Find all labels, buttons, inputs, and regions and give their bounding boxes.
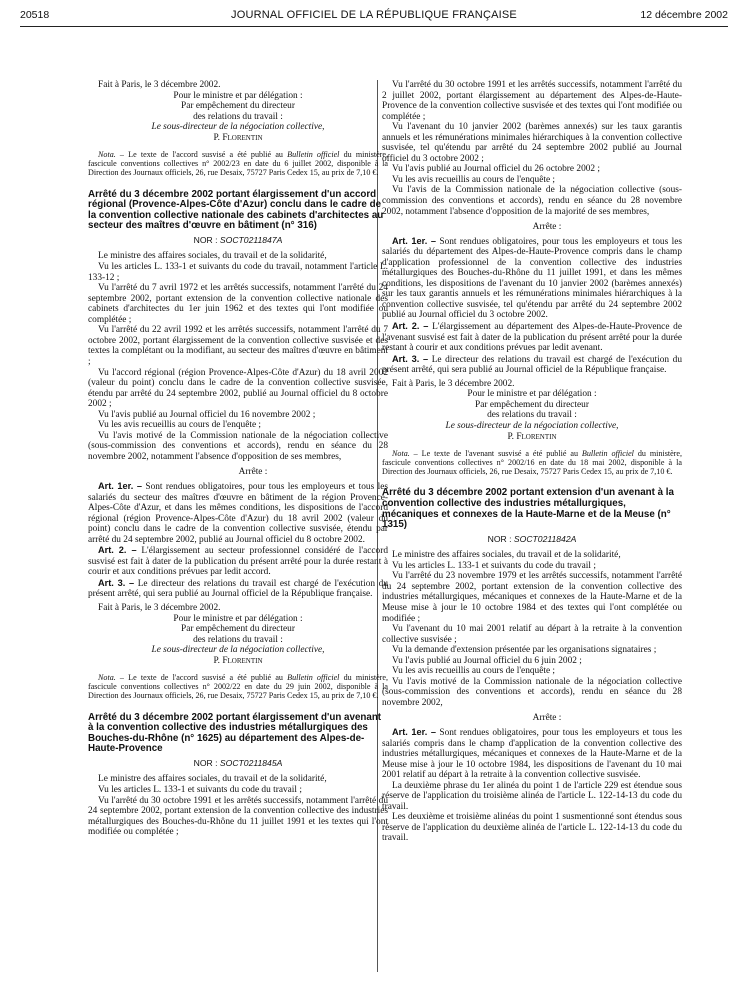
article [88,545,388,578]
article-label: Art. 2. – [392,321,429,332]
paragraph: Vu l'accord régional (région Provence-Alpes-Côte d'Azur) du 18 avril 2002 (valeur du point) conclu dans le cadre de la convention collective susvisée, étendu par arrêté du 24 septembre 2002, publié au Journal officiel du 8 octobre 2002 ; [88,367,388,410]
nota [382,449,682,476]
fait-line: Fait à Paris, le 3 décembre 2002. [98,602,221,613]
decree-title: Arrêté du 3 décembre 2002 portant élargissement d'un accord régional (Provence-Alpes-Côte d'Azur) conclu dans le cadre de la convention collective nationale des cabinets d'architectes au secteur des maîtres d'œuvre en bâtiment (n° 316) [88,188,384,232]
article [88,481,388,545]
article [382,727,682,781]
article-text: Sont rendues obligatoires, pour tous les employeurs et tous les salariés du département des Alpes-de-Haute-Provence compris dans le champ d'application professionnel de la convention collective des industries métallurgiques des Bouches-du-Rhône du 11 juillet 1991, et dans les mêmes conditions, les dispositions de l'avenant du 10 janvier 2002 (barèmes annexés) sur les taux garantis annuels et les rémunérations minimales hiérarchiques à la convention collective susvisée, tel qu'étendu par arrêté du 24 septembre 2002 publié au Journal officiel du 3 octobre 2002. [382,236,682,321]
nor-reference [88,758,388,769]
nota-text: Le texte de l'avenant susvisé a été publié au [417,449,582,459]
nor-label: NOR : [193,234,220,245]
page-header [20,8,728,24]
nota-text: du ministère, fascicule conventions collectives n° 2002/16 en date du 18 mai 2002, disponible à la Direction des Journaux officiels, 26, rue Desaix, 75727 Paris Cedex 15, au prix de 7,10 €. [382,449,682,477]
nota-bulletin: Bulletin officiel [287,150,340,160]
article-text: L'élargissement au département des Alpes-de-Haute-Provence de l'avenant susvisé est fait à dater de la publication du présent arrêté pour la durée restant à courir et aux conditions prévues par ledit avenant. [382,322,682,354]
issue-date: 12 décembre 2002 [640,9,728,21]
fait-line: Fait à Paris, le 3 décembre 2002. [98,80,221,90]
arrete-heading: Arrête : [238,467,268,478]
paragraph: Vu l'avis publié au Journal officiel du 16 novembre 2002 ; [98,409,316,420]
signature-line: Par empêchement du directeur [475,399,589,410]
paragraph: Vu l'avis de la Commission nationale de la négociation collective (sous-commission des conventions et accords), rendu en séance du 28 novembre 2002, notamment l'absence d'opposition de la majorité de ses membres, [382,185,682,217]
signatory-name: P. Florentin [213,655,263,666]
nota-text: Le texte de l'accord susvisé a été publié au [123,673,288,683]
paragraph: Vu l'avis publié au Journal officiel du 6 juin 2002 ; [392,655,582,666]
nota-label: Nota. – [392,449,418,459]
nor-code: SOCT0211847A [219,234,283,245]
paragraph: Vu l'avis motivé de la Commission nationale de la négociation collective (sous-commission des conventions et accords), rendu en séance du 28 novembre 2002, notamment l'absence d'opposition de ses membres, [88,430,388,462]
nor-label: NOR : [193,757,220,768]
left-column [88,80,388,838]
nota [88,150,388,177]
signature-line: des relations du travail : [487,410,577,421]
signature-line: Pour le ministre et par délégation : [173,90,303,101]
paragraph: Vu les articles L. 133-1 et suivants du code du travail ; [98,785,302,796]
decree-body [88,251,388,462]
header-rule [20,26,728,27]
paragraph: Vu les articles L. 133-1 et suivants du code du travail ; [392,560,596,571]
arrete-heading: Arrête : [532,713,562,724]
nota [88,673,388,700]
nor-reference [382,534,682,545]
nor-code: SOCT0211842A [513,533,577,544]
signature-block [88,614,388,667]
nota-text: du ministère, fascicule conventions collectives n° 2002/22 en date du 29 juin 2002, disponible à la Direction des Journaux officiels, 26, rue Desaix, 75727 Paris Cedex 15, au prix de 7,10 €. [88,673,388,701]
article-label: Art. 2. – [98,545,137,556]
page-number: 20518 [20,9,50,21]
article-text: Le directeur des relations du travail est chargé de l'exécution du présent arrêté, qui sera publié au Journal officiel de la République française. [382,354,682,376]
paragraph: Vu l'arrêté du 22 avril 1992 et les arrêtés successifs, notamment l'arrêté du 7 octobre 2002, portant élargissement de la convention collective susvisée et des textes la complétant ou la modifiant, au secteur des maîtres d'œuvre en bâtiment ; [88,325,388,367]
journal-title: JOURNAL OFFICIEL DE LA RÉPUBLIQUE FRANÇAISE [231,9,517,21]
nor-code: SOCT0211845A [219,757,283,768]
signature-line: Pour le ministre et par délégation : [467,389,597,400]
paragraph: Vu les avis recueillis au cours de l'enquête ; [392,666,556,677]
nota-label: Nota. – [98,673,124,683]
article-text: Sont rendues obligatoires, pour tous les employeurs et tous les salariés compris dans le champ d'application de la convention collective des industries métallurgiques, mécaniques et connexes de la Haute-Marne et de la Meuse mise à jour le 10 octobre 1984, les dispositions de l'avenant du 10 mai 2001 relatif au départ à la retraite à la convention collective susvisée. [382,728,682,781]
article [382,321,682,354]
article-text: Le directeur des relations du travail est chargé de l'exécution du présent arrêté, qui sera publié au Journal officiel de la République française. [88,578,388,600]
article [88,578,388,600]
paragraph: Vu l'avenant du 10 janvier 2002 (barèmes annexés) sur les taux garantis annuels et les rémunérations minimales hiérarchiques à la convention collective susvisée, tel qu'étendu par arrêté du 24 septembre 2002 publié au Journal officiel du 3 octobre 2002 ; [382,122,682,164]
paragraph: Vu les avis recueillis au cours de l'enquête ; [392,174,556,185]
article-label: Art. 1er. – [98,480,142,491]
signature-line: Par empêchement du directeur [181,101,295,112]
signatory-name: P. Florentin [213,132,263,143]
paragraph: Vu les articles L. 133-1 et suivants du code du travail, notamment l'article L. 133-12 ; [88,262,388,283]
paragraph: Vu la demande d'extension présentée par les organisations signataires ; [392,645,657,656]
nota-bulletin: Bulletin officiel [581,449,634,459]
paragraph: Le ministre des affaires sociales, du travail et de la solidarité, [98,774,327,785]
nor-label: NOR : [487,533,514,544]
fait-line: Fait à Paris, le 3 décembre 2002. [392,378,515,389]
article-label: Art. 3. – [98,577,135,588]
signature-block [88,91,388,144]
signature-block [382,389,682,442]
article [382,354,682,376]
article-label: Art. 3. – [392,353,429,364]
paragraph: Les deuxième et troisième alinéas du point 1 susmentionné sont étendus sous réserve de l'application du deuxième alinéa de l'article L. 122-14-13 du code du travail. [382,812,682,844]
article-text: L'élargissement au secteur professionnel considéré de l'accord susvisé est fait à dater de la publication du présent arrêté pour la durée restant à courir et aux conditions prévues par ledit accord. [88,546,388,578]
article-text: Sont rendues obligatoires, pour tous les employeurs et tous les salariés du secteur des maîtres d'œuvre en bâtiment de la région Provence-Alpes-Côte d'Azur, et dans les mêmes conditions, les dispositions de l'accord régional (région Provence-Alpes-Côte d'Azur) du 18 avril 2002 (valeur du point) conclu dans le cadre de la convention collective susvisée, étendu par arrêté du 24 septembre 2002, publié au Journal officiel du 8 octobre 2002. [88,481,388,545]
arrete-heading: Arrête : [532,222,562,233]
paragraph: Vu l'avenant du 10 mai 2001 relatif au départ à la retraite à la convention collective susvisée ; [382,624,682,645]
paragraph: La deuxième phrase du 1er alinéa du point 1 de l'article 229 est étendue sous réserve de l'application du troisième alinéa de l'article L. 122-14-13 du code du travail. [382,780,682,812]
signature-line: des relations du travail : [193,111,283,122]
nota-text: Le texte de l'accord susvisé a été publié au [123,150,288,160]
article [382,236,682,321]
paragraph: Vu les avis recueillis au cours de l'enquête ; [98,420,262,431]
nota-bulletin: Bulletin officiel [287,673,340,683]
paragraph: Vu l'avis publié au Journal officiel du 26 octobre 2002 ; [392,164,601,175]
signature-title: Le sous-directeur de la négociation collective, [445,420,619,431]
nota-label: Nota. – [98,150,124,160]
signature-title: Le sous-directeur de la négociation collective, [151,645,325,656]
signature-line: des relations du travail : [193,634,283,645]
signature-line: Par empêchement du directeur [181,624,295,635]
decree-title: Arrêté du 3 décembre 2002 portant élargissement d'un avenant à la convention collective des industries métallurgiques des Bouches-du-Rhône (n° 1625) au département des Alpes-de-Haute-Provence [88,711,382,755]
signature-title: Le sous-directeur de la négociation collective, [151,122,325,133]
paragraph: Vu l'arrêté du 30 octobre 1991 et les arrêtés successifs, notamment l'arrêté du 24 septembre 2002, portant extension de la convention collective des industries métallurgiques des Bouches-du-Rhône du 11 juillet 1991 et les textes qui l'ont modifiée ou complétée ; [88,795,388,838]
nor-reference [88,235,388,246]
paragraph: Vu l'arrêté du 30 octobre 1991 et les arrêtés successifs, notamment l'arrêté du 2 juillet 2002, portant élargissement au département des Alpes-de-Haute-Provence de la convention collective susvisée et des textes qui l'ont modifiée ou complétée ; [382,80,682,122]
decree-title: Arrêté du 3 décembre 2002 portant extension d'un avenant à la convention collective des industries métallurgiques, mécaniques et connexes de la Haute-Marne et de la Meuse (n° 1315) [382,487,674,531]
right-column [382,80,682,844]
article-label: Art. 1er. – [392,235,436,246]
paragraph: Vu l'arrêté du 7 avril 1972 et les arrêtés successifs, notamment l'arrêté du 24 septembre 2002, portant extension de la convention collective nationale des cabinets d'architectes du 1er juin 1962 et des textes qui l'ont modifiée ou complétée ; [88,283,388,325]
signatory-name: P. Florentin [507,431,557,442]
article-label: Art. 1er. – [392,727,436,737]
paragraph: Le ministre des affaires sociales, du travail et de la solidarité, [392,550,621,561]
nota-text: du ministère, fascicule conventions collectives n° 2002/23 en date du 6 juillet 2002, disponible à la Direction des Journaux officiels, 26, rue Desaix, 75727 Paris Cedex 15, au prix de 7,10 €. [88,150,388,178]
paragraph: Vu l'avis motivé de la Commission nationale de la négociation collective (sous-commission des conventions et accords), rendu en séance du 28 novembre 2002, [382,676,682,708]
signature-line: Pour le ministre et par délégation : [173,613,303,624]
paragraph: Vu l'arrêté du 23 novembre 1979 et les arrêtés successifs, notamment l'arrêté du 24 septembre 2002, portant extension de la convention collective des industries métallurgiques, mécaniques et connexes de la Haute-Marne et de la Meuse mise à jour le 10 octobre 1984 et des textes qui l'ont complétée ou modifiée ; [382,571,682,624]
paragraph: Le ministre des affaires sociales, du travail et de la solidarité, [98,251,327,262]
